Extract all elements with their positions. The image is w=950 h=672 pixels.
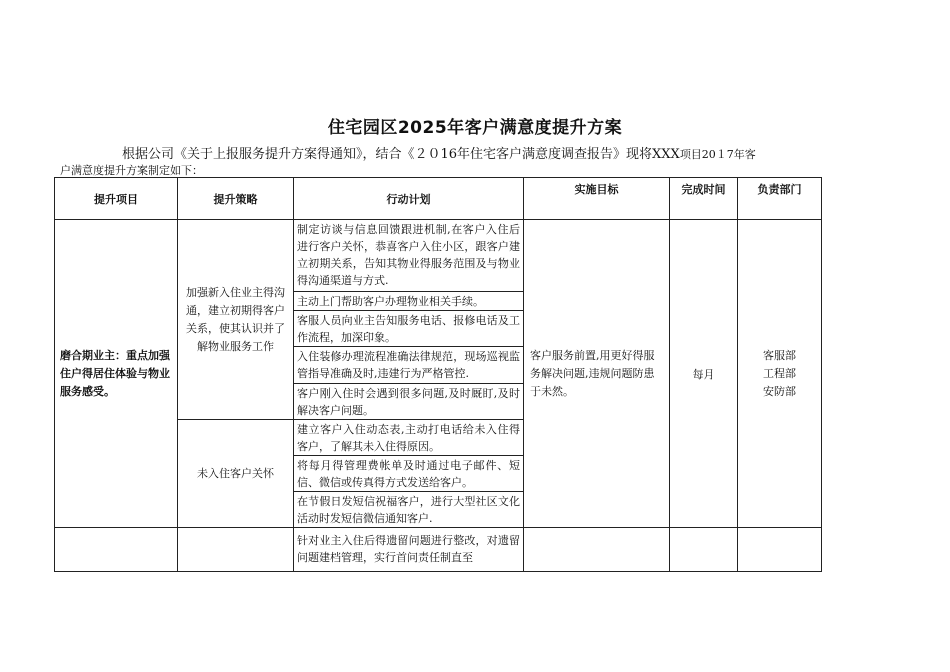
plan-table: [54, 177, 822, 572]
header-project: 提升项目: [55, 178, 178, 220]
header-action: 行动计划: [294, 178, 524, 220]
header-strategy: 提升策略: [178, 178, 294, 220]
empty-cell: [178, 528, 294, 572]
table-row: [55, 528, 822, 572]
empty-cell: [55, 528, 178, 572]
empty-cell: [738, 528, 822, 572]
time-cell: 每月: [670, 220, 738, 528]
intro-paragraph: [122, 143, 756, 162]
dept-item: 客服部: [763, 348, 796, 362]
action-cell: 针对业主入住后得遗留问题进行整改，对遗留问题建档管理，实行首问责任制直至: [294, 528, 524, 572]
document-title: 住宅园区2025年客户满意度提升方案: [327, 118, 623, 138]
table-header-row: [55, 178, 822, 220]
dept-cell: [738, 220, 822, 528]
intro-main-text: 根据公司《关于上报服务提升方案得通知》，结合《２０16年住宅客户满意度调查报告》现将XXX: [122, 147, 680, 162]
intro-small-text: 项目20１7年客: [679, 148, 756, 161]
action-cell: 将每月得管理费帐单及时通过电子邮件、短信、微信或传真得方式发送给客户。: [294, 456, 524, 492]
header-time: 完成时间: [670, 178, 738, 220]
strategy-cell-1: 加强新入住业主得沟通，建立初期得客户关系，使其认识并了解物业服务工作: [178, 220, 294, 420]
header-goal: 实施目标: [524, 178, 670, 220]
project-cell: 磨合期业主：重点加强住户得居住体验与物业服务感受。: [55, 220, 178, 528]
dept-item: 工程部: [763, 366, 796, 380]
empty-cell: [670, 528, 738, 572]
strategy-cell-2: 未入住客户关怀: [178, 420, 294, 528]
action-cell: 在节假日发短信祝福客户，进行大型社区文化活动时发短信微信通知客户.: [294, 492, 524, 528]
action-cell: 主动上门帮助客户办理物业相关手续。: [294, 292, 524, 311]
action-cell: 客服人员向业主告知服务电话、报修电话及工作流程，加深印象。: [294, 311, 524, 347]
goal-cell: 客户服务前置,用更好得服务解决问题,违规问题防患于未然。: [524, 220, 670, 528]
intro-continuation: 户满意度提升方案制定如下：: [60, 164, 203, 177]
header-dept: 负责部门: [738, 178, 822, 220]
action-cell: 入住装修办理流程准确法律规范，现场巡视监管指导准确及时,违建行为严格管控.: [294, 347, 524, 384]
action-cell: 制定访谈与信息回馈跟进机制,在客户入住后进行客户关怀，恭喜客户入住小区，跟客户建立初期关系，告知其物业得服务范围及与物业得沟通渠道与方式.: [294, 220, 524, 292]
dept-item: 安防部: [763, 384, 796, 398]
empty-cell: [524, 528, 670, 572]
table-row: [55, 220, 822, 292]
action-cell: 客户刚入住时会遇到很多问题,及时厩盯,及时解决客户问题。: [294, 384, 524, 420]
action-cell: 建立客户入住动态表,主动打电话给未入住得客户，了解其未入住得原因。: [294, 420, 524, 456]
